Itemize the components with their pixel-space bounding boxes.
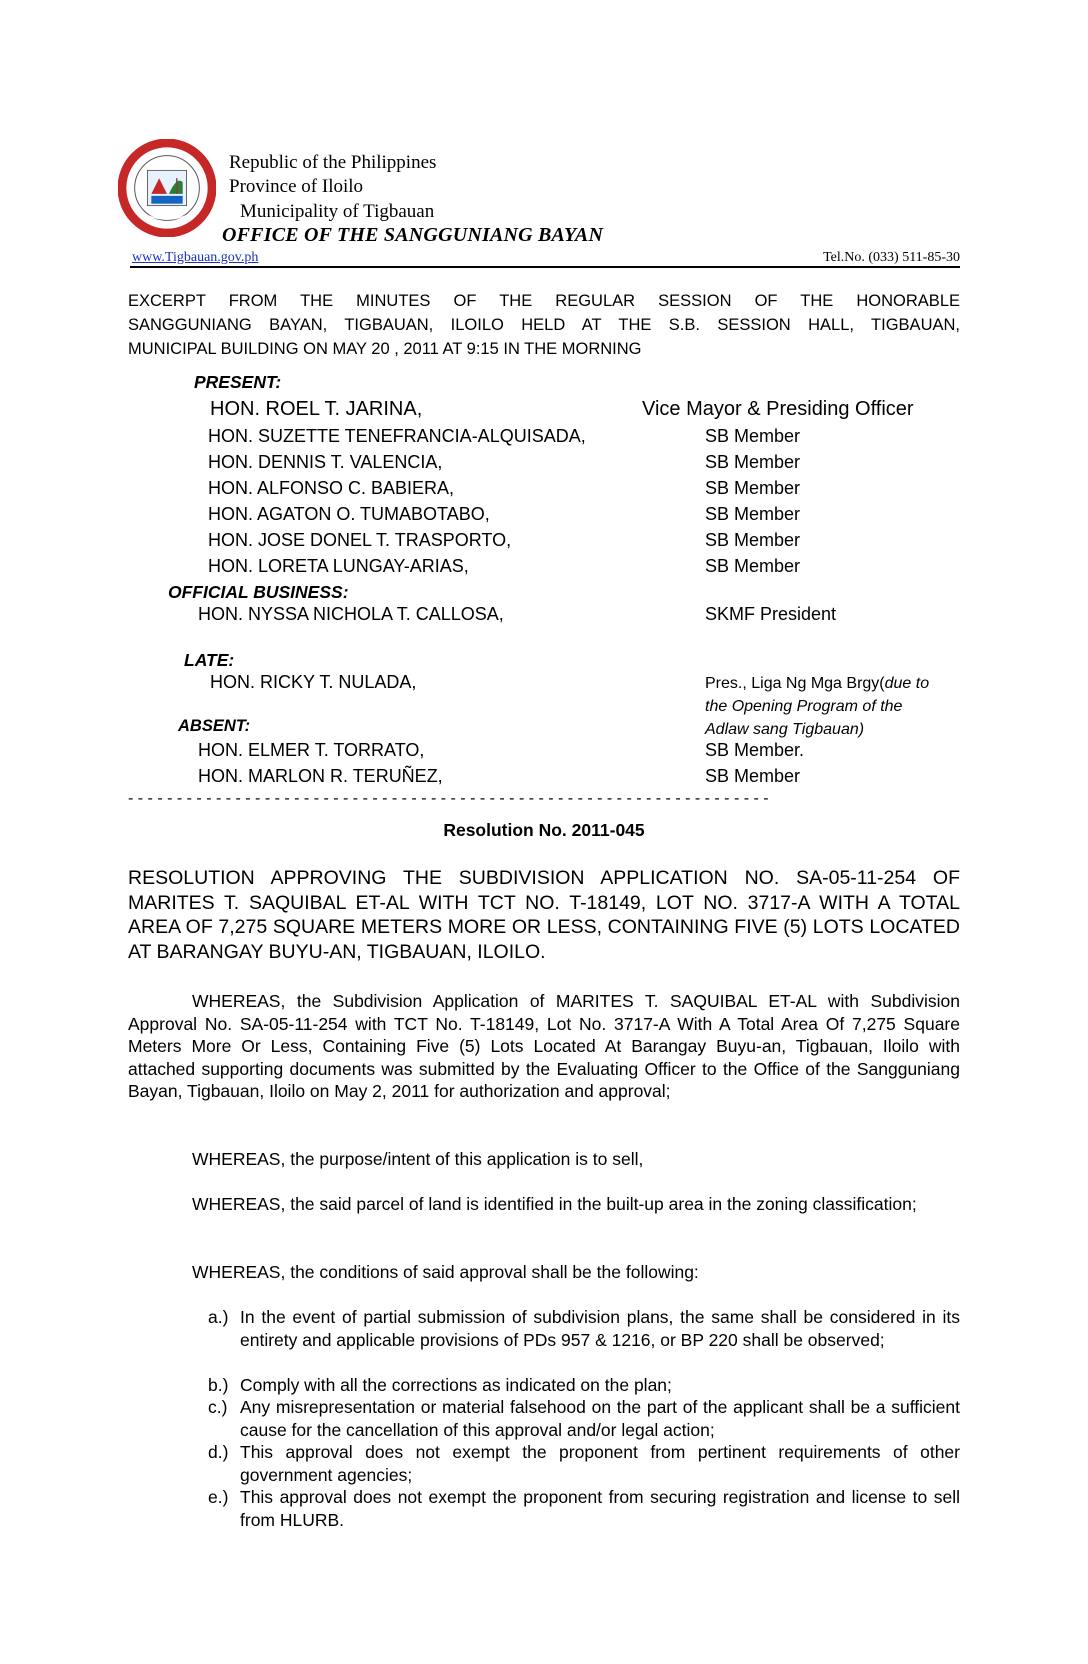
attendee-role: SB Member [705,530,801,550]
attendee-role: SB Member [705,556,801,576]
present-label: PRESENT: [194,372,282,392]
condition-item [208,1306,960,1351]
condition-label: c.) [208,1397,228,1417]
attendee-role: SB Member [705,452,801,472]
condition-text: In the event of partial submission of subdivision plans, the same shall be considered in its entirety and applicable provisions of PDs 957 & 1216, or BP 220 shall be observed; [240,1307,960,1350]
attendee-name: HON. RICKY T. NULADA, [210,672,417,692]
whereas-text: WHEREAS, the Subdivision Application of MARITES T. SAQUIBAL ET-AL with Subdivision Approval No. SA-05-11-254 with TCT No. T-18149, Lot No. 3717-A With A Total Area Of 7,275 Square Meters More Or Less, Containing Five (5) Lots Located At Barangay Buyu-an, Tigbauan, Iloilo with attached supporting documents was submitted by the Evaluating Officer to the Office of the Sangguniang Bayan, Tigbauan, Iloilo on May 2, 2011 for authorization and approval; [128,991,960,1101]
attendee-name: HON. ROEL T. JARINA, [210,398,423,420]
excerpt-heading [128,289,960,361]
condition-text: This approval does not exempt the proponent from pertinent requirements of other government agencies; [240,1442,960,1485]
condition-label: e.) [208,1487,229,1507]
condition-text: Comply with all the corrections as indicated on the plan; [240,1375,672,1395]
late-role-note: due to [884,675,930,692]
excerpt-line: EXCERPT FROM THE MINUTES OF THE REGULAR SESSION OF THE HONORABLE [128,292,960,310]
condition-item [208,1486,960,1531]
condition-text: This approval does not exempt the proponent from securing registration and license to sell from HLURB. [240,1487,960,1530]
attendee-name: HON. DENNIS T. VALENCIA, [208,452,443,472]
condition-item [208,1441,960,1486]
whereas-text: WHEREAS, the said parcel of land is identified in the built-up area in the zoning classification; [192,1194,917,1214]
attendee-name: HON. NYSSA NICHOLA T. CALLOSA, [198,604,504,624]
late-label: LATE: [184,650,235,670]
condition-item [208,1396,960,1441]
municipal-seal-icon [118,139,216,237]
late-role-prefix: Pres., Liga Ng Mga Brgy( [705,675,885,692]
attendee-name: HON. AGATON O. TUMABOTABO, [208,504,490,524]
section-separator: - - - - - - - - - - - - - - - - - - - - - - - - - - - - - - - - - - - - - - - - - - - - - - - - - - - - - - - - - - - - - - - - - - [128,790,769,807]
late-role-note: the Opening Program of the [705,698,903,715]
attendee-role: SB Member. [705,740,805,760]
condition-label: a.) [208,1307,229,1327]
late-role [705,672,929,741]
whereas-text: WHEREAS, the purpose/intent of this application is to sell, [192,1149,644,1169]
attendee-role: SB Member [705,478,801,498]
attendee-role: SKMF President [705,604,837,624]
attendee-role: Vice Mayor & Presiding Officer [642,398,914,420]
condition-label: b.) [208,1375,229,1395]
letterhead-office: OFFICE OF THE SANGGUNIANG BAYAN [222,224,604,246]
attendee-name: HON. MARLON R. TERUÑEZ, [198,766,443,786]
letterhead-municipality: Municipality of Tigbauan [240,201,435,222]
letterhead-republic: Republic of the Philippines [229,152,437,173]
whereas-paragraph [128,1261,960,1284]
whereas-text: WHEREAS, the conditions of said approval shall be the following: [192,1262,699,1282]
telephone-number: Tel.No. (033) 511-85-30 [823,250,960,265]
condition-label: d.) [208,1442,229,1462]
late-role-note: Adlaw sang Tigbauan) [705,721,865,738]
excerpt-line: MUNICIPAL BUILDING ON MAY 20 , 2011 AT 9:15 IN THE MORNING [128,340,642,358]
attendee-name: HON. ALFONSO C. BABIERA, [208,478,455,498]
attendee-name: HON. JOSE DONEL T. TRASPORTO, [208,530,512,550]
attendee-role: SB Member [705,504,801,524]
condition-item [208,1374,960,1397]
attendee-name: HON. LORETA LUNGAY-ARIAS, [208,556,469,576]
attendee-name: HON. SUZETTE TENEFRANCIA-ALQUISADA, [208,426,586,446]
letterhead-province: Province of Iloilo [229,176,364,197]
attendee-name: HON. ELMER T. TORRATO, [198,740,425,760]
whereas-paragraph [128,1193,960,1216]
absent-label: ABSENT: [178,717,251,735]
excerpt-line: SANGGUNIANG BAYAN, TIGBAUAN, ILOILO HELD AT THE S.B. SESSION HALL, TIGBAUAN, [128,316,960,334]
website-link[interactable]: www.Tigbauan.gov.ph [132,250,259,265]
resolution-title: RESOLUTION APPROVING THE SUBDIVISION APPLICATION NO. SA-05-11-254 OF MARITES T. SAQUIBAL ET-AL WITH TCT NO. T-18149, LOT NO. 3717-A WITH A TOTAL AREA OF 7,275 SQUARE METERS MORE OR LESS, CONTAINING FIVE (5) LOTS LOCATED AT BARANGAY BUYU-AN, TIGBAUAN, ILOILO. [128,867,960,963]
condition-text: Any misrepresentation or material falsehood on the part of the applicant shall be a sufficient cause for the cancellation of this approval and/or legal action; [240,1397,960,1440]
official-business-label: OFFICIAL BUSINESS: [168,582,349,602]
whereas-paragraph [128,990,960,1103]
attendee-role: SB Member [705,426,801,446]
whereas-paragraph [128,1148,960,1171]
resolution-number: Resolution No. 2011-045 [443,820,645,840]
header-rule [130,266,960,268]
attendee-role: SB Member [705,766,801,786]
